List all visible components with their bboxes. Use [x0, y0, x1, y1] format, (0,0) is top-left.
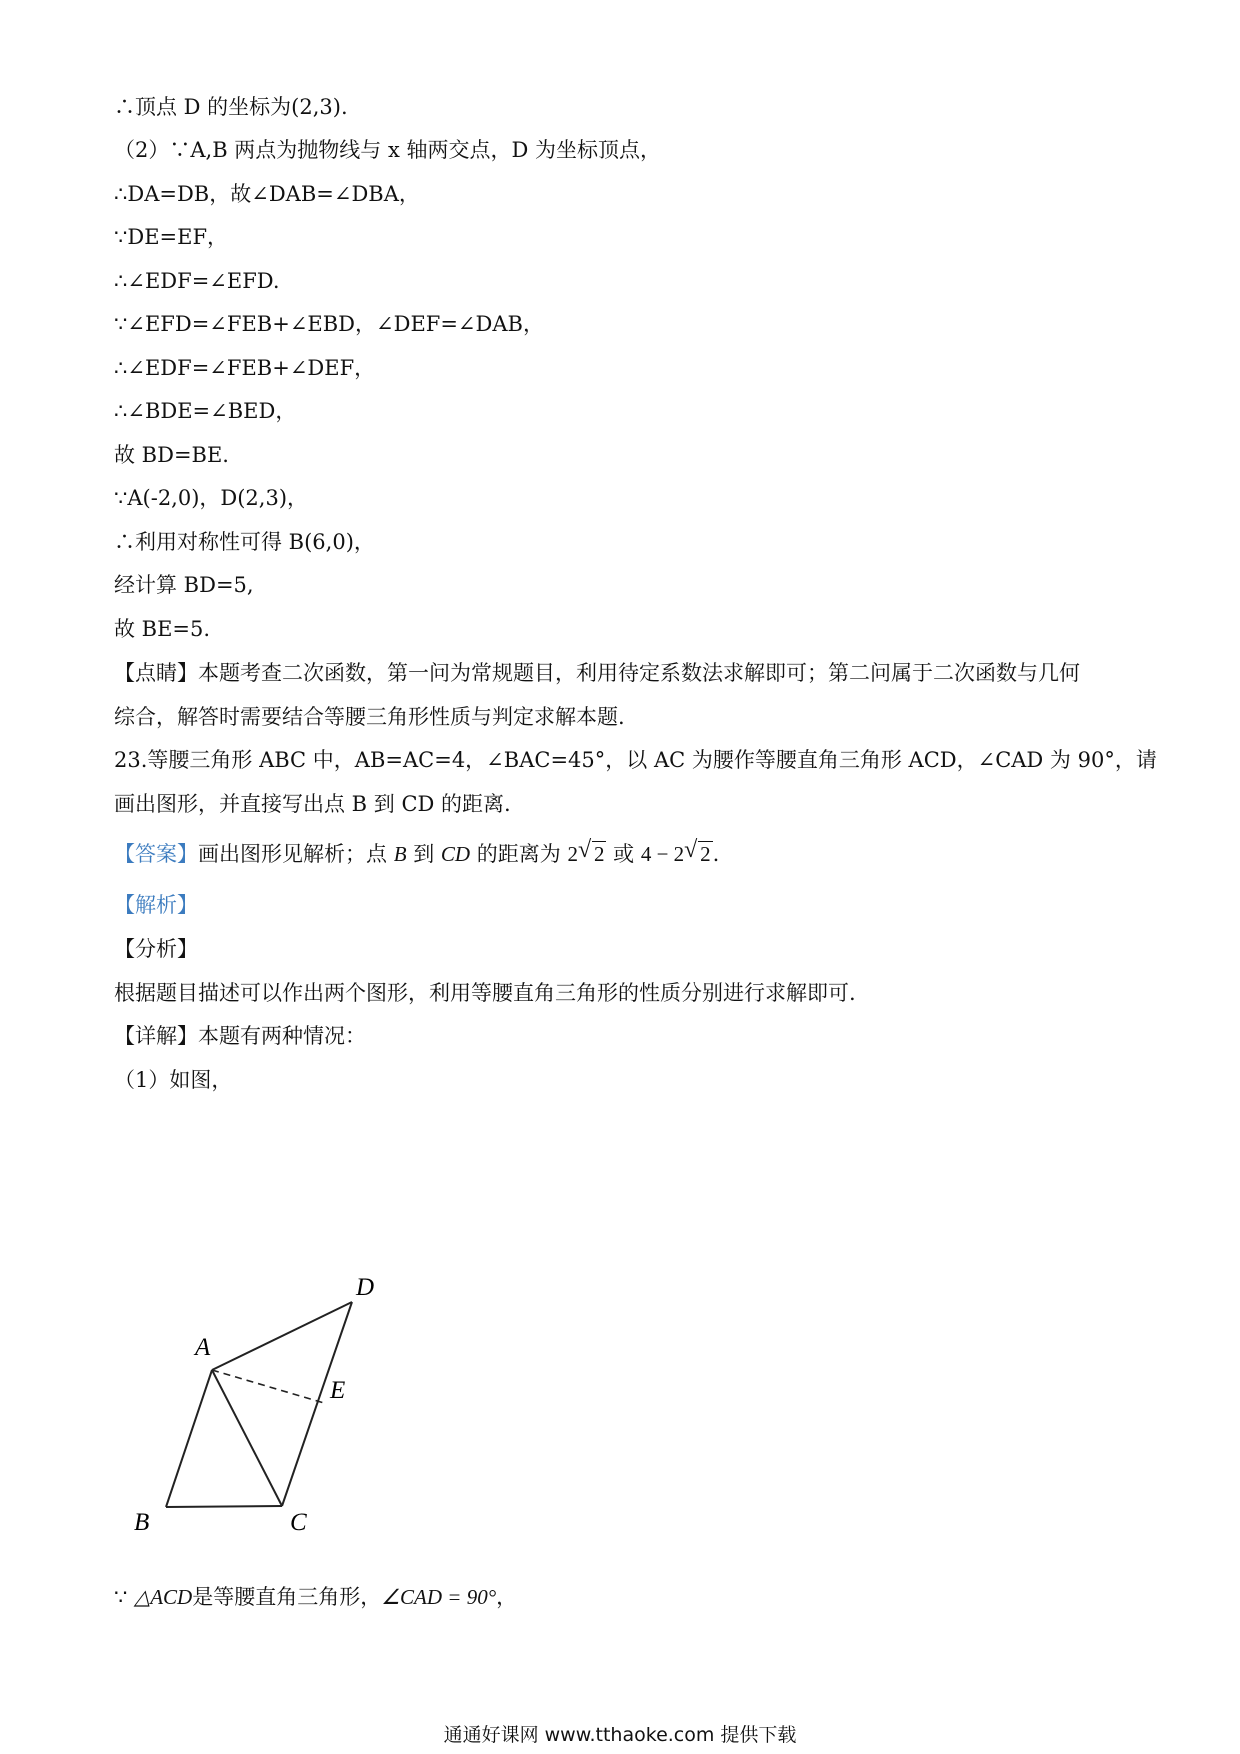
label-A: A: [195, 1334, 211, 1361]
comment-line-2: 综合，解答时需要结合等腰三角形性质与判定求解本题.: [114, 705, 625, 729]
label-D: D: [356, 1274, 375, 1301]
proof-line: 经计算 BD=5,: [114, 573, 254, 597]
sqrt-symbol: √ 2: [577, 837, 605, 866]
xiangjie-line: 【详解】本题有两种情况：: [114, 1024, 366, 1048]
label-E: E: [330, 1377, 346, 1404]
answer-tag: 【答案】: [114, 842, 198, 866]
label-B: B: [134, 1509, 150, 1536]
label-C: C: [290, 1509, 307, 1536]
fenxi-text: 根据题目描述可以作出两个图形，利用等腰直角三角形的性质分别进行求解即可.: [114, 981, 856, 1005]
answer-value-1: 2 √ 2: [567, 842, 606, 866]
answer-value-2: 4 − 2 √ 2: [641, 842, 713, 866]
proof-line: ∴顶点 D 的坐标为(2,3).: [114, 95, 348, 119]
segment-AE-dashed: [212, 1370, 324, 1403]
proof-line: 故 BE=5.: [114, 617, 211, 641]
answer-segment: CD: [440, 842, 471, 866]
segment-DC: [282, 1302, 352, 1506]
proof-line: ∴∠EDF=∠FEB+∠DEF，: [114, 356, 376, 380]
proof-line: ∵∠EFD=∠FEB+∠EBD，∠DEF=∠DAB，: [114, 312, 544, 336]
case-1-line: （1）如图，: [114, 1068, 233, 1092]
problem-line-2: 画出图形，并直接写出点 B 到 CD 的距离.: [114, 792, 511, 816]
triangle-symbol: △ACD: [134, 1585, 193, 1609]
proof-line: ∴利用对称性可得 B(6,0)，: [114, 530, 375, 554]
proof-line: ∴∠BDE=∠BED，: [114, 399, 297, 423]
segment-AB: [166, 1370, 212, 1507]
answer-prefix: 画出图形见解析；点: [198, 842, 387, 866]
proof-line: ∵A(-2,0)，D(2,3)，: [114, 486, 309, 510]
segment-AD: [212, 1302, 352, 1370]
answer-point: B: [393, 842, 407, 866]
sqrt-symbol: √ 2: [684, 837, 711, 866]
problem-line-1: 23.等腰三角形 ABC 中，AB=AC=4，∠BAC=45°，以 AC 为腰作等腰直角三角形 ACD，∠CAD 为 90°，请: [114, 748, 1157, 772]
answer-to: 到: [413, 842, 435, 866]
proof-line: ∴DA=DB，故∠DAB=∠DBA，: [114, 182, 420, 206]
conclusion-line: ∵ △ACD是等腰直角三角形，∠CAD = 90°，: [114, 1585, 518, 1609]
proof-line: ∵DE=EF，: [114, 225, 229, 249]
proof-line: （2）∵A,B 两点为抛物线与 x 轴两交点，D 为坐标顶点，: [114, 138, 662, 162]
answer-dist-label: 的距离为: [476, 842, 561, 866]
segment-AC: [212, 1370, 282, 1506]
answer-or: 或: [613, 842, 635, 866]
analysis-tag: 【解析】: [114, 893, 198, 917]
proof-line: 故 BD=BE.: [114, 443, 229, 467]
angle-expression: ∠CAD = 90°: [381, 1585, 497, 1609]
comment-line-1: 【点睛】本题考查二次函数，第一问为常规题目，利用待定系数法求解即可；第二问属于二次函数与几何: [114, 661, 1080, 685]
footer-watermark: 通通好课网 www.tthaoke.com 提供下载: [443, 1724, 797, 1746]
segment-BC: [166, 1506, 282, 1507]
fenxi-tag: 【分析】: [114, 937, 198, 961]
proof-line: ∴∠EDF=∠EFD.: [114, 269, 280, 293]
answer-line: 【答案】画出图形见解析；点 B 到 CD 的距离为 2 √ 2 或 4 − 2 √ 2.: [114, 839, 719, 869]
